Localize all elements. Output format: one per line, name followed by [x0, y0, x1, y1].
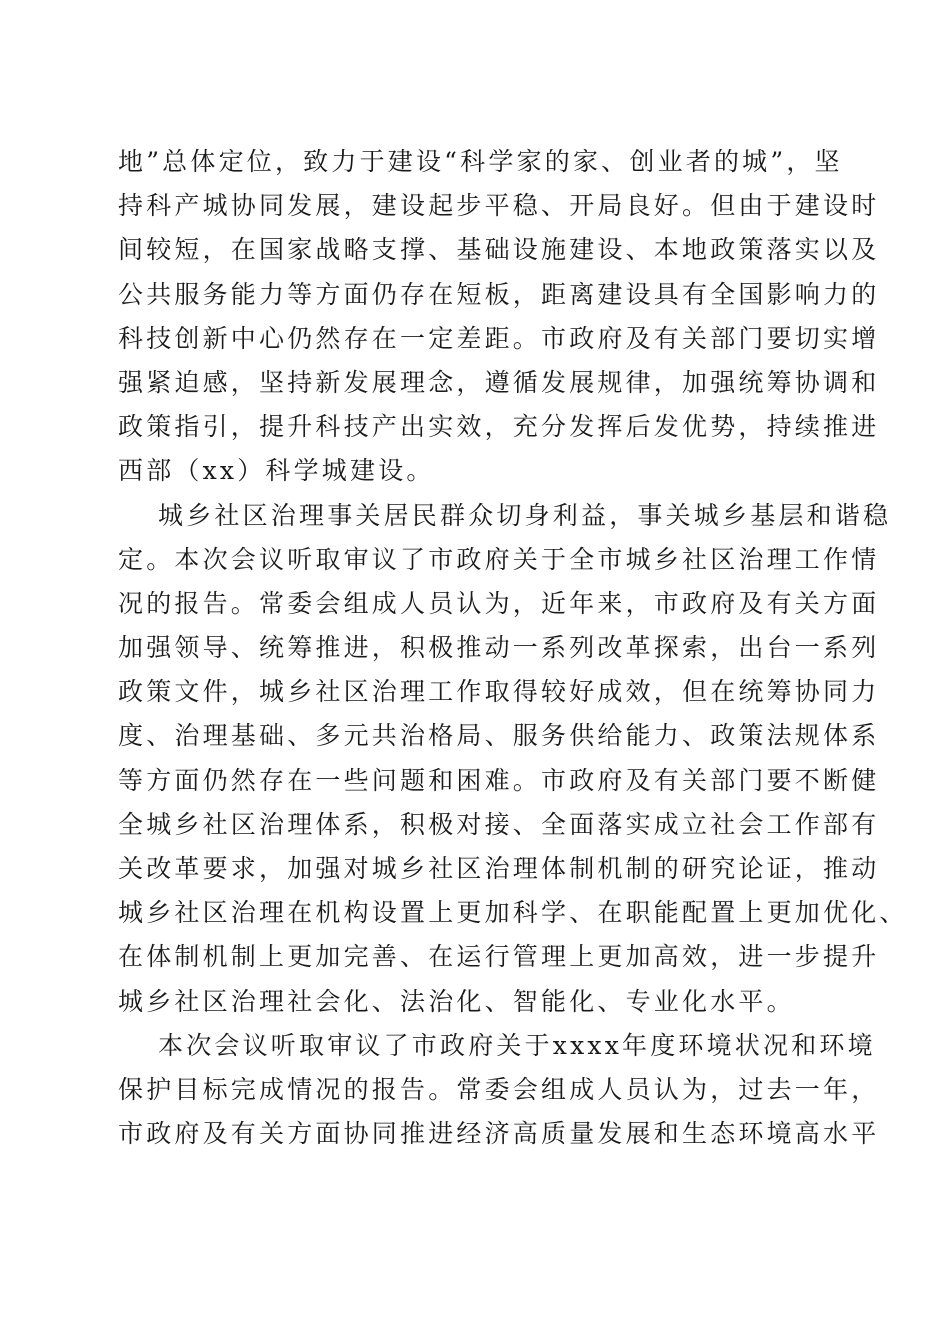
- body-text: [118, 140, 908, 1156]
- text-line: 度、治理基础、多元共治格局、服务供给能力、政策法规体系: [118, 721, 880, 751]
- paragraph-start-line: 本次会议听取审议了市政府关于xxxx年度环境状况和环境: [158, 1030, 876, 1060]
- text-line: 在体制机制上更加完善、在运行管理上更加高效，进一步提升: [118, 942, 880, 972]
- text-line: 加强领导、统筹推进，积极推动一系列改革探索，出台一系列: [118, 633, 880, 663]
- text-line: 关改革要求，加强对城乡社区治理体制机制的研究论证，推动: [118, 854, 880, 883]
- paragraph-start-line: 城乡社区治理事关居民群众切身利益，事关城乡基层和谐稳: [158, 500, 892, 530]
- text-line: 公共服务能力等方面仍存在短板，距离建设具有全国影响力的: [118, 279, 880, 309]
- text-line: 地”总体定位，致力于建设“科学家的家、创业者的城”，坚: [118, 147, 843, 176]
- text-line: 市政府及有关方面协同推进经济高质量发展和生态环境高水平: [118, 1119, 880, 1149]
- text-line: 间较短，在国家战略支撑、基础设施建设、本地政策落实以及: [118, 235, 880, 265]
- text-line: 况的报告。常委会组成人员认为，近年来，市政府及有关方面: [118, 588, 880, 618]
- text-line: 科技创新中心仍然存在一定差距。市政府及有关部门要切实增: [118, 323, 880, 353]
- text-line: 持科产城协同发展，建设起步平稳、开局良好。但由于建设时: [118, 191, 880, 221]
- text-line: 城乡社区治理在机构设置上更加科学、在职能配置上更加优化、: [118, 898, 908, 928]
- text-line: 全城乡社区治理体系，积极对接、全面落实成立社会工作部有: [118, 809, 880, 839]
- text-line: 城乡社区治理社会化、法治化、智能化、专业化水平。: [118, 986, 795, 1016]
- text-line: 保护目标完成情况的报告。常委会组成人员认为，过去一年，: [118, 1074, 880, 1104]
- text-line: 定。本次会议听取审议了市政府关于全市城乡社区治理工作情: [118, 544, 880, 574]
- text-line: 强紧迫感，坚持新发展理念，遵循发展规律，加强统筹协调和: [118, 367, 880, 397]
- text-line: 政策指引，提升科技产出实效，充分发挥后发优势，持续推进: [118, 412, 880, 442]
- text-line: 政策文件，城乡社区治理工作取得较好成效，但在统筹协同力: [118, 677, 880, 707]
- text-line: 西部（xx）科学城建设。: [118, 456, 435, 486]
- text-line: 等方面仍然存在一些问题和困难。市政府及有关部门要不断健: [118, 765, 880, 795]
